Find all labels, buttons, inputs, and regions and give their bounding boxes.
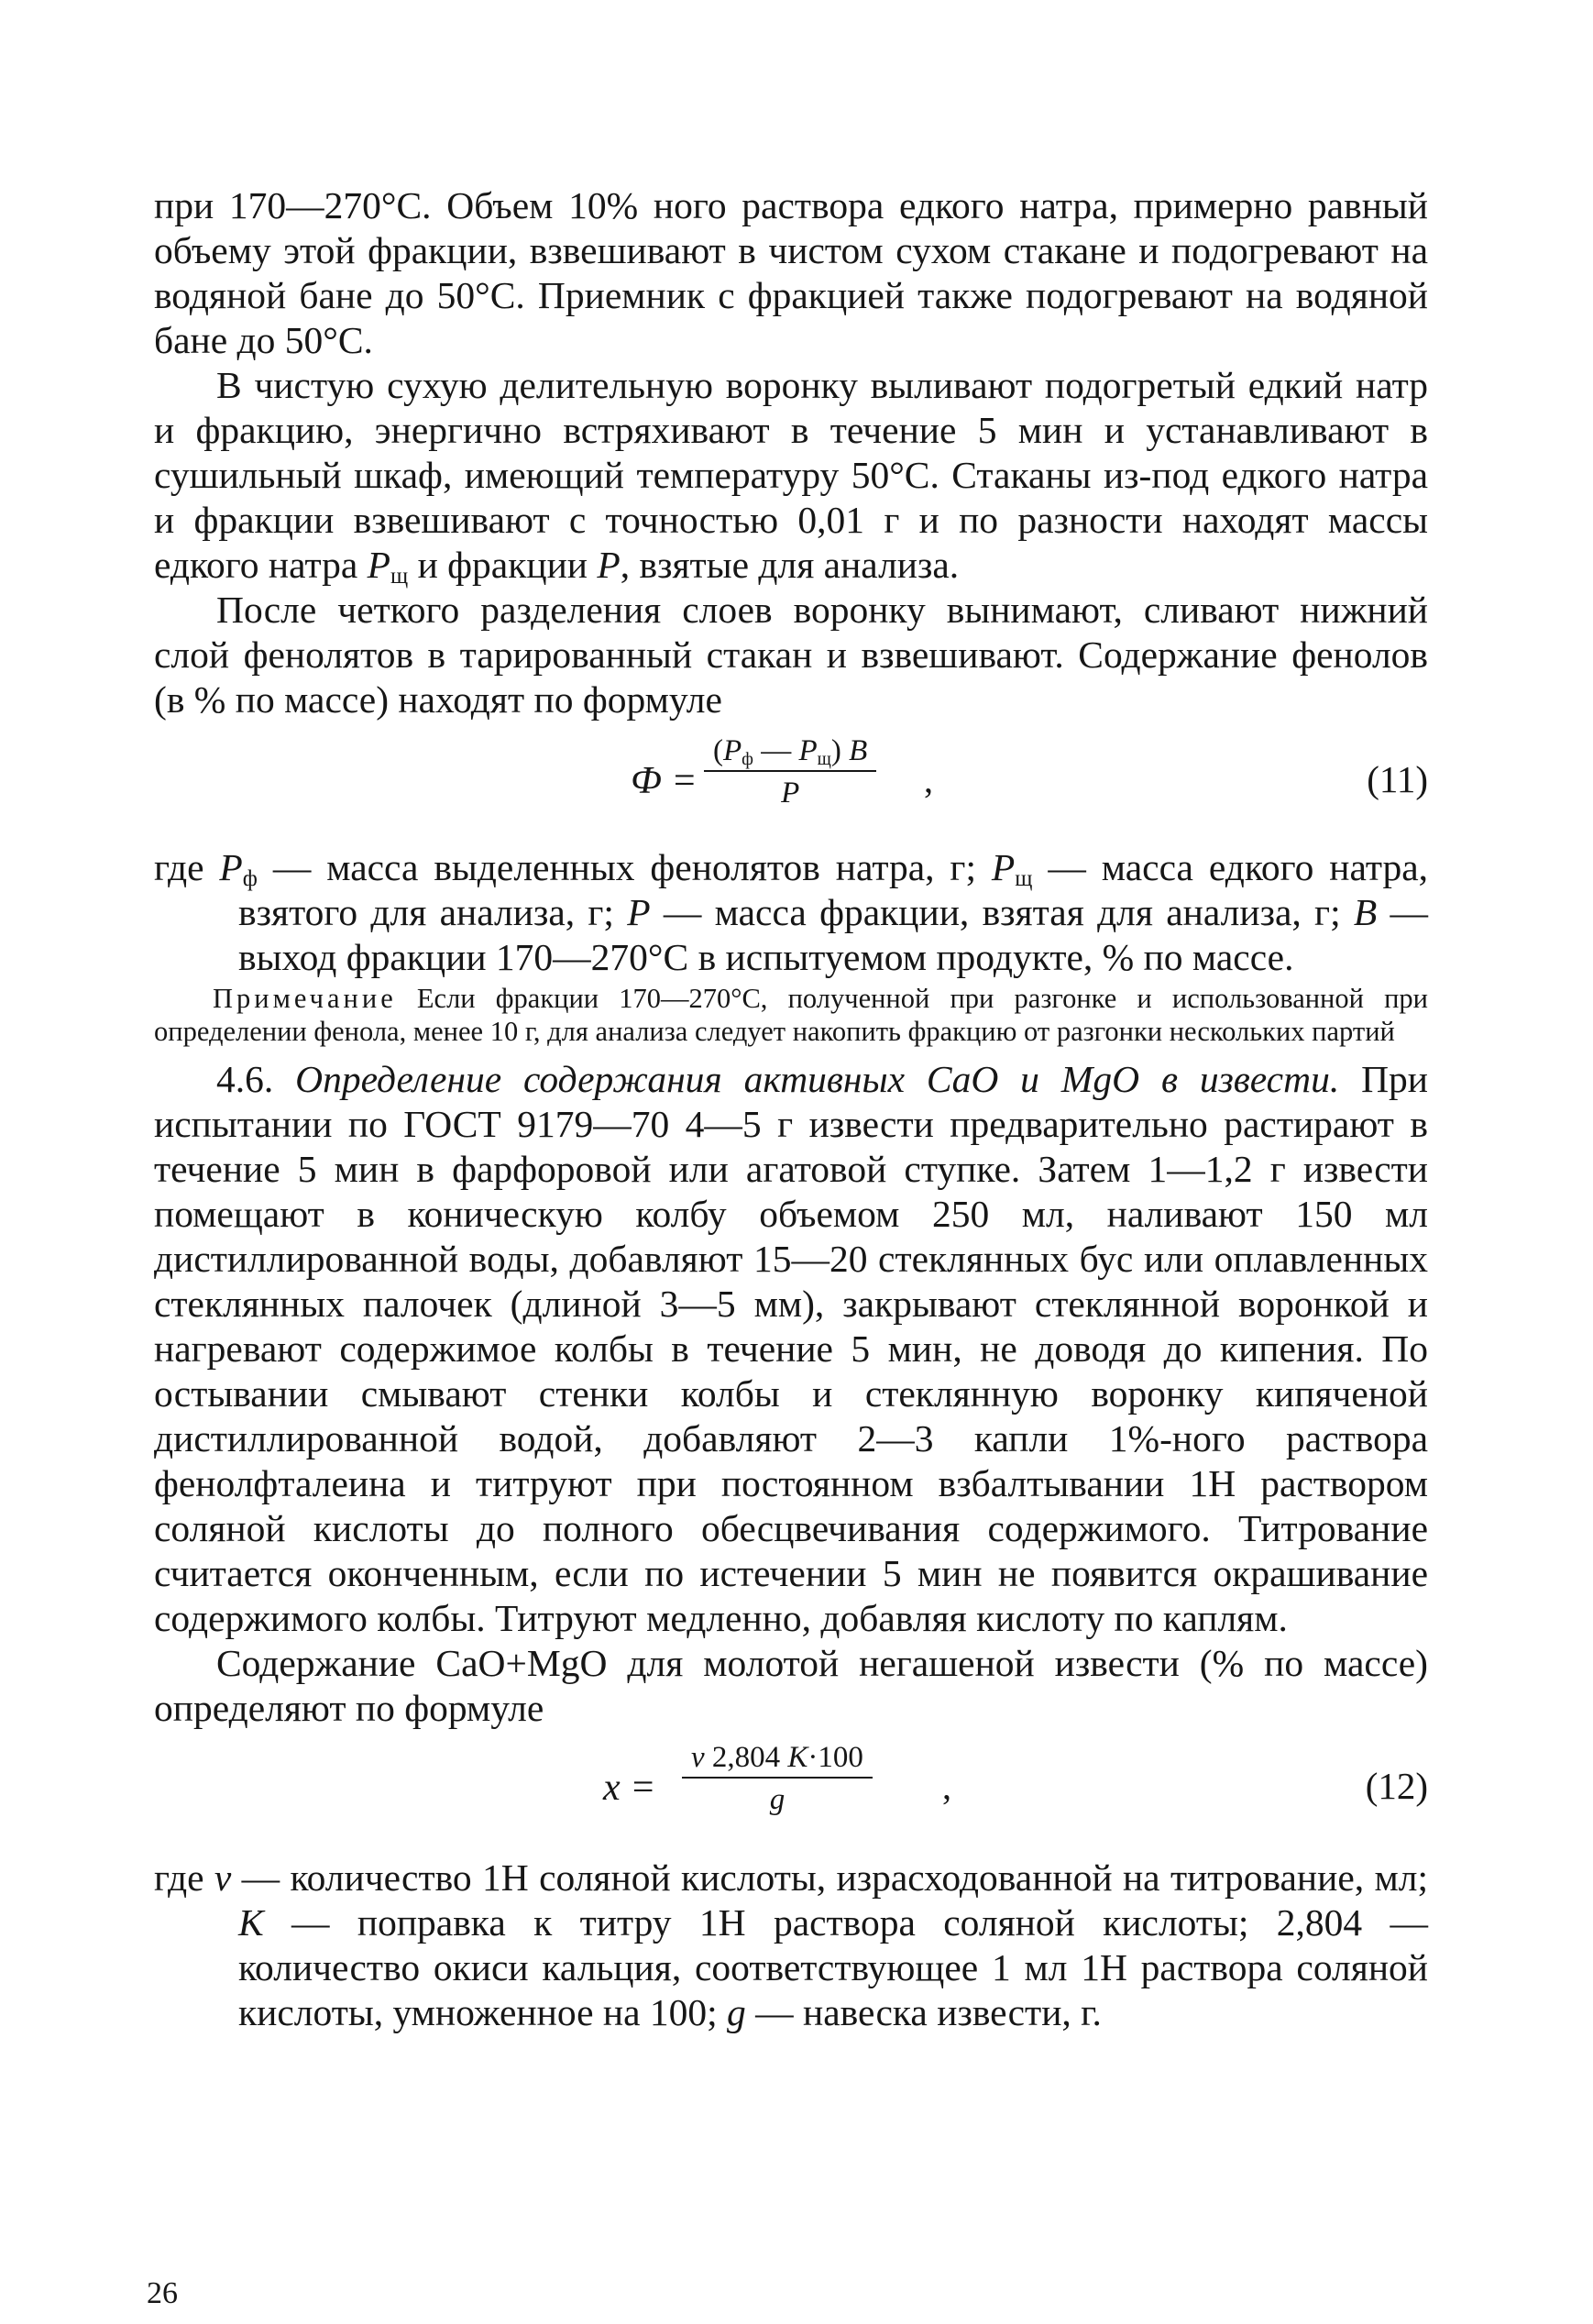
equation-number: (12) xyxy=(1365,1765,1428,1807)
formula-11 xyxy=(154,732,1428,840)
formula-fraction xyxy=(682,1738,873,1819)
formula-lhs: Ф = xyxy=(631,760,698,802)
formula-comma: , xyxy=(924,759,933,800)
formula-lhs: x = xyxy=(603,1767,656,1809)
paragraph: Содержание CaO+MgO для молотой негашеной извести (% по массе) определяют по формуле xyxy=(154,1642,1428,1729)
paragraph: После четкого разделения слоев воронку вынимают, сливают нижний слой фенолятов в тарированный стакан и взвешивают. Содержание фенолов (в % по массе) находят по формуле xyxy=(154,589,1428,721)
page-body xyxy=(154,183,1428,2035)
page-number: 26 xyxy=(147,2276,178,2310)
section-title: Определение содержания активных CaO и MgO в извести. xyxy=(295,1058,1340,1100)
note: Примечание Если фракции 170—270°С, полученной при разгонке и использованной при определении фенола, менее 10 г, для анализа следует накопить фракцию от разгонки нескольких партий xyxy=(154,983,1428,1047)
note-label: Примечание xyxy=(213,983,397,1014)
formula-12 xyxy=(154,1738,1428,1850)
formula-legend: где v — количество 1Н соляной кислоты, израсходованной на титрование, мл; K — поправка к титру 1Н раствора соляной кислоты; 2,804 — количество окиси кальция, соответствующее 1 мл 1Н раствора соляной кислоты, умноженное на 100; g — навеска извести, г. xyxy=(154,1856,1429,2033)
paragraph: при 170—270°С. Объем 10% ного раствора едкого натра, примерно равный объему этой фракции, взвешивают в чистом сухом стакане и подогревают на водяной бане до 50°С. Приемник с фракцией также подогревают на водяной бане до 50°С. xyxy=(154,184,1428,361)
section-paragraph: 4.6. Определение содержания активных CaO и MgO в извести. При испытании по ГОСТ 9179—70 4—5 г извести предварительно растирают в течение 5 мин в фарфоровой или агатовой ступке. Затем 1—1,2 г извести помещают в коническую колбу объемом 250 мл, наливают 150 мл дистиллированной воды, добавляют 15—20 стеклянных бус или оплавленных стеклянных палочек (длиной 3—5 мм), закрывают стеклянной воронкой и нагревают содержимое колбы в течение 5 мин, не доводя до кипения. По остывании смывают стенки колбы и стеклянную воронку кипяченой дистиллированной водой, добавляют 2—3 капли 1%-ного раствора фенолфталеина и титруют при постоянном взбалтывании 1Н раствором соляной кислоты до полного обесцвечивания содержимого. Титрование считается оконченным, если по истечении 5 мин не появится окрашивание содержимого колбы. Титруют медленно, добавляя кислоту по каплям. xyxy=(154,1058,1429,1639)
fraction-denominator: P xyxy=(704,770,876,812)
formula-legend: где $P_ф$ — масса выделенных фенолятов натра, г; $P_щ$ — масса едкого натра, взятого для анализа, г; P — масса фракции, взятая для анализа, г; B — выход фракции 170—270°С в испытуемом продукте, % по массе. xyxy=(154,846,1429,978)
fraction-numerator: ($P_ф$ — $P_щ$) B xyxy=(713,734,868,769)
fraction-numerator: v 2,804 K·100 xyxy=(691,1741,863,1774)
paragraph: В чистую сухую делительную воронку выливают подогретый едкий натр и фракцию, энергично встряхивают в течение 5 мин и устанавливают в сушильный шкаф, имеющий температуру 50°С. Стаканы из-под едкого натра и фракции взвешивают с точностью 0,01 г и по разности находят массы едкого натра $P_щ$ и фракции P, взятые для анализа. xyxy=(154,364,1428,589)
equation-number: (11) xyxy=(1367,758,1428,800)
fraction-denominator: g xyxy=(682,1777,873,1819)
formula-comma: , xyxy=(942,1766,951,1807)
formula-fraction xyxy=(704,732,876,812)
